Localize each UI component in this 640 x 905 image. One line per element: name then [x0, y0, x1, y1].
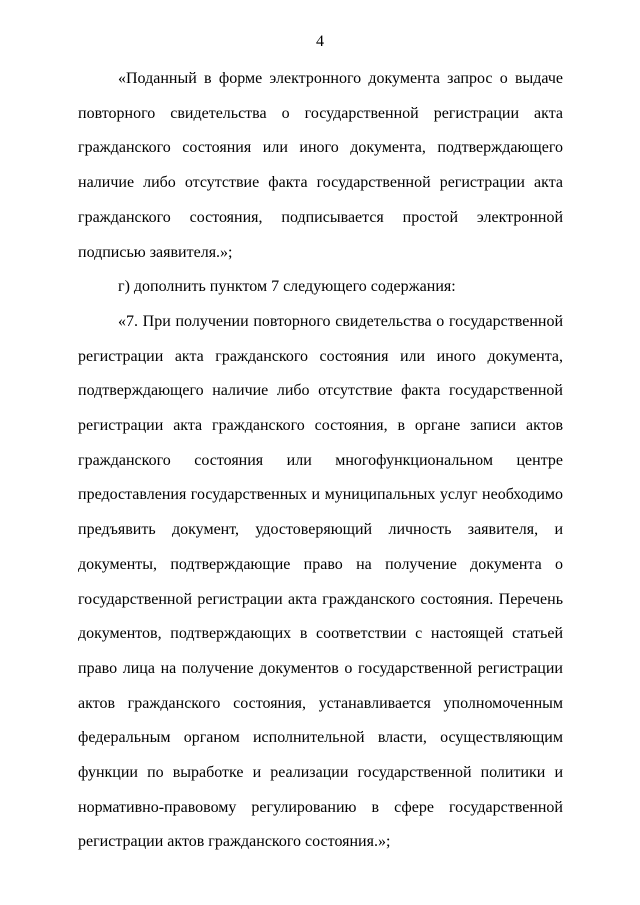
page-number: 4 — [316, 33, 324, 50]
paragraph-point-7: «7. При получении повторного свидетельства о государственной регистрации акта гражданского состояния или иного документа, подтверждающего наличие либо отсутствие факта государственной регистрации акта гражданского состояния, в органе записи актов гражданского состояния или многофункциональном центре предоставления государственных и муниципальных услуг необходимо предъявить документ, удостоверяющий личность заявителя, и документы, подтверждающие право на получение документа о государственной регистрации акта гражданского состояния. Перечень документов, подтверждающих в соответствии с настоящей статьей право лица на получение документов о государственной регистрации актов гражданского состояния, устанавливается уполномоченным федеральным органом исполнительной власти, осуществляющим функции по выработке и реализации государственной политики и нормативно-правовому регулированию в сфере государственной регистрации актов гражданского состояния.»; — [78, 312, 563, 851]
paragraph-request-signature: «Поданный в форме электронного документа запрос о выдаче повторного свидетельства о государственной регистрации акта гражданского состояния или иного документа, подтверждающего наличие либо отсутствие факта государственной регистрации акта гражданского состояния, подписывается простой электронной подписью заявителя.»; — [78, 70, 563, 261]
document-body — [78, 62, 563, 860]
paragraph-amendment-intro: г) дополнить пунктом 7 следующего содержания: — [118, 278, 456, 296]
